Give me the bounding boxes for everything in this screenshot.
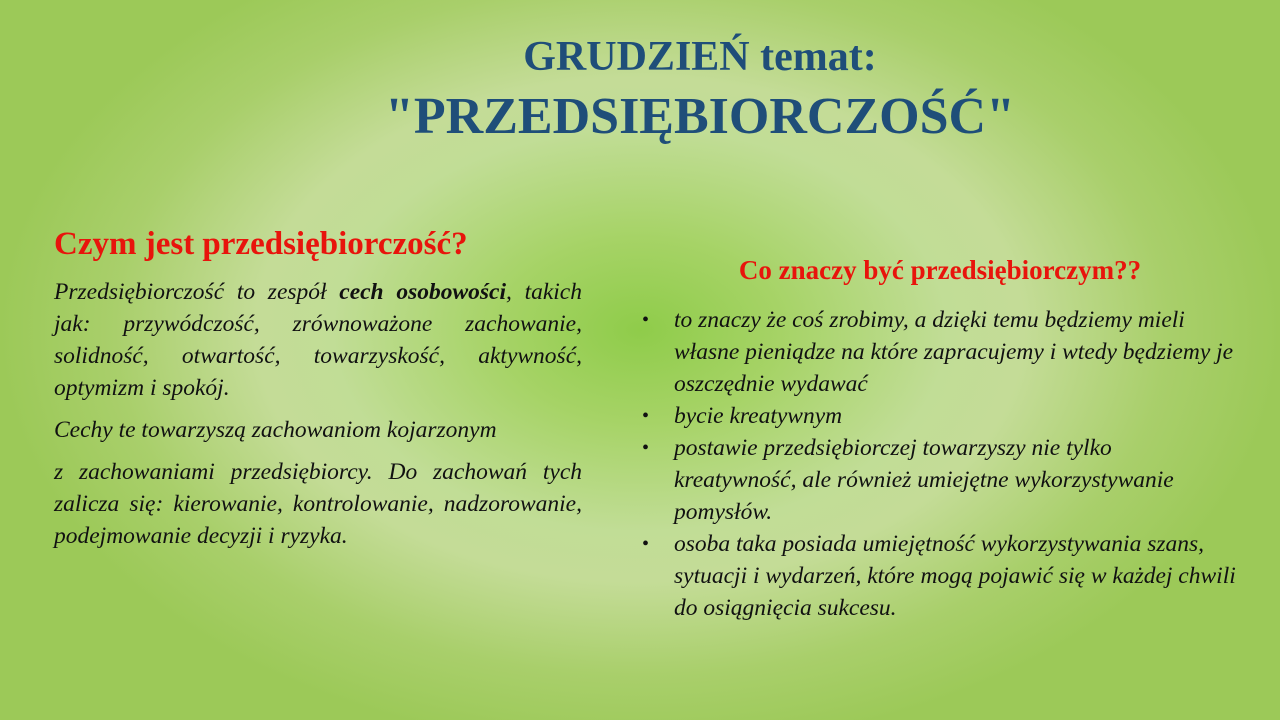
right-heading: Co znaczy być przedsiębiorczym??: [738, 255, 1142, 285]
definition-text-start: Przedsiębiorczość to zespół: [54, 279, 340, 305]
bullet-list: [640, 304, 1240, 624]
list-item-text: osoba taka posiada umiejętność wykorzystywania szans, sytuacji i wydarzeń, które mogą pojawić się w każdej chwili do osiągnięcia sukcesu.: [674, 531, 1236, 621]
definition-paragraph: [54, 276, 582, 404]
bullet-icon: •: [642, 405, 650, 427]
list-item: [640, 304, 1240, 400]
list-item: [640, 528, 1240, 624]
list-item: [640, 400, 1240, 432]
bullet-icon: •: [642, 309, 650, 331]
list-item-text: postawie przedsiębiorczej towarzyszy nie tylko kreatywność, ale również umiejętne wykorzystywanie pomysłów.: [674, 435, 1174, 525]
right-column: [640, 250, 1240, 624]
bullet-icon: •: [642, 533, 650, 555]
title-line-topic: "PRZEDSIĘBIORCZOŚĆ": [385, 88, 1015, 145]
title-line-month: GRUDZIEŃ temat:: [523, 34, 877, 80]
definition-text-end: , takich jak: przywódczość, zrównoważone zachowanie, solidność, otwartość, towarzyskość, aktywność, optymizm i spokój.: [54, 279, 582, 401]
left-heading: Czym jest przedsiębiorczość?: [54, 226, 468, 262]
definition-bold-term: cech osobowości: [339, 279, 506, 305]
slide-title: [340, 30, 1060, 150]
list-item: [640, 432, 1240, 528]
behaviours-paragraph: z zachowaniami przedsiębiorcy. Do zachowań tych zalicza się: kierowanie, kontrolowanie, nadzorowanie, podejmowanie decyzji i ryzyka.: [54, 459, 582, 549]
bullet-icon: •: [642, 437, 650, 459]
traits-paragraph: Cechy te towarzyszą zachowaniom kojarzonym: [54, 417, 497, 443]
list-item-text: bycie kreatywnym: [674, 403, 843, 429]
list-item-text: to znaczy że coś zrobimy, a dzięki temu będziemy mieli własne pieniądze na które zapracujemy i wtedy będziemy je oszczędnie wydawać: [674, 307, 1234, 397]
left-column: [54, 222, 582, 562]
